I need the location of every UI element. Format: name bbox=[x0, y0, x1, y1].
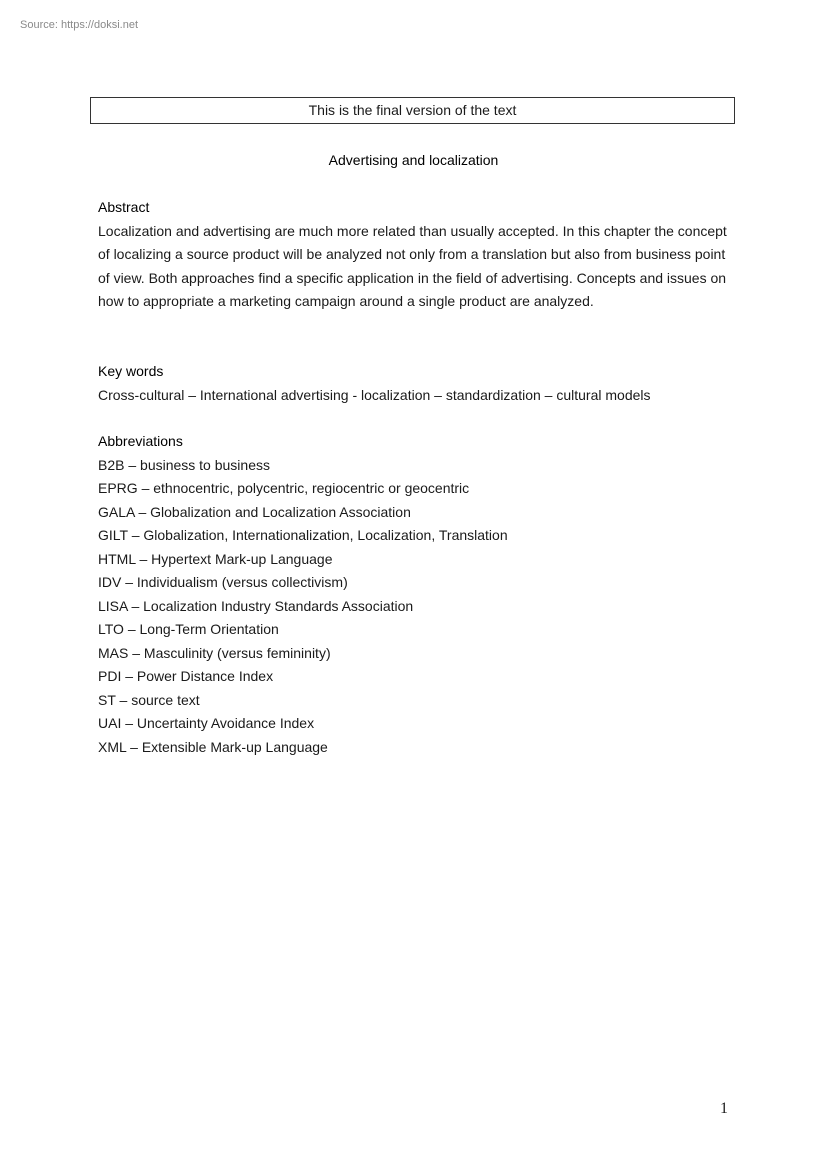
document-title: Advertising and localization bbox=[328, 152, 499, 168]
abbreviation-item: UAI – Uncertainty Avoidance Index bbox=[98, 715, 315, 731]
abbreviation-item: ST – source text bbox=[98, 691, 200, 708]
abbreviation-item: GILT – Globalization, Internationalization, Localization, Translation bbox=[98, 527, 508, 543]
abbreviation-item: IDV – Individualism (versus collectivism) bbox=[98, 574, 348, 590]
abstract-heading: Abstract bbox=[98, 199, 150, 215]
abstract-section bbox=[98, 196, 730, 314]
keywords-text: Cross-cultural – International advertising - localization – standardization – cultural models bbox=[98, 386, 651, 403]
source-note: Source: https://doksi.net bbox=[20, 19, 139, 31]
version-notice-box: This is the final version of the text bbox=[90, 97, 735, 124]
abbreviation-item: PDI – Power Distance Index bbox=[98, 668, 274, 684]
abbreviations-section bbox=[98, 430, 730, 759]
keywords-section bbox=[98, 360, 730, 407]
abbreviation-item: LISA – Localization Industry Standards Association bbox=[98, 597, 414, 614]
abbreviation-item: HTML – Hypertext Mark-up Language bbox=[98, 550, 333, 567]
abbreviations-list bbox=[98, 454, 730, 760]
abbreviation-item: MAS – Masculinity (versus femininity) bbox=[98, 644, 331, 661]
abbreviation-item: XML – Extensible Mark-up Language bbox=[98, 738, 328, 755]
abbreviation-item: GALA – Globalization and Localization Association bbox=[98, 503, 411, 520]
abstract-text: Localization and advertising are much more related than usually accepted. In this chapter the concept of localizing a source product will be analyzed not only from a translation but also from business point of view. Both approaches find a specific application in the field of advertising. Concepts and issues on how to appropriate a marketing campaign around a single product are analyzed. bbox=[98, 222, 727, 309]
abbreviation-item: B2B – business to business bbox=[98, 456, 270, 473]
keywords-heading: Key words bbox=[98, 363, 164, 379]
abbreviation-item: EPRG – ethnocentric, polycentric, regiocentric or geocentric bbox=[98, 480, 470, 496]
abbreviations-heading: Abbreviations bbox=[98, 433, 183, 449]
page-number: 1 bbox=[720, 1100, 728, 1117]
abbreviation-item: LTO – Long-Term Orientation bbox=[98, 621, 279, 637]
